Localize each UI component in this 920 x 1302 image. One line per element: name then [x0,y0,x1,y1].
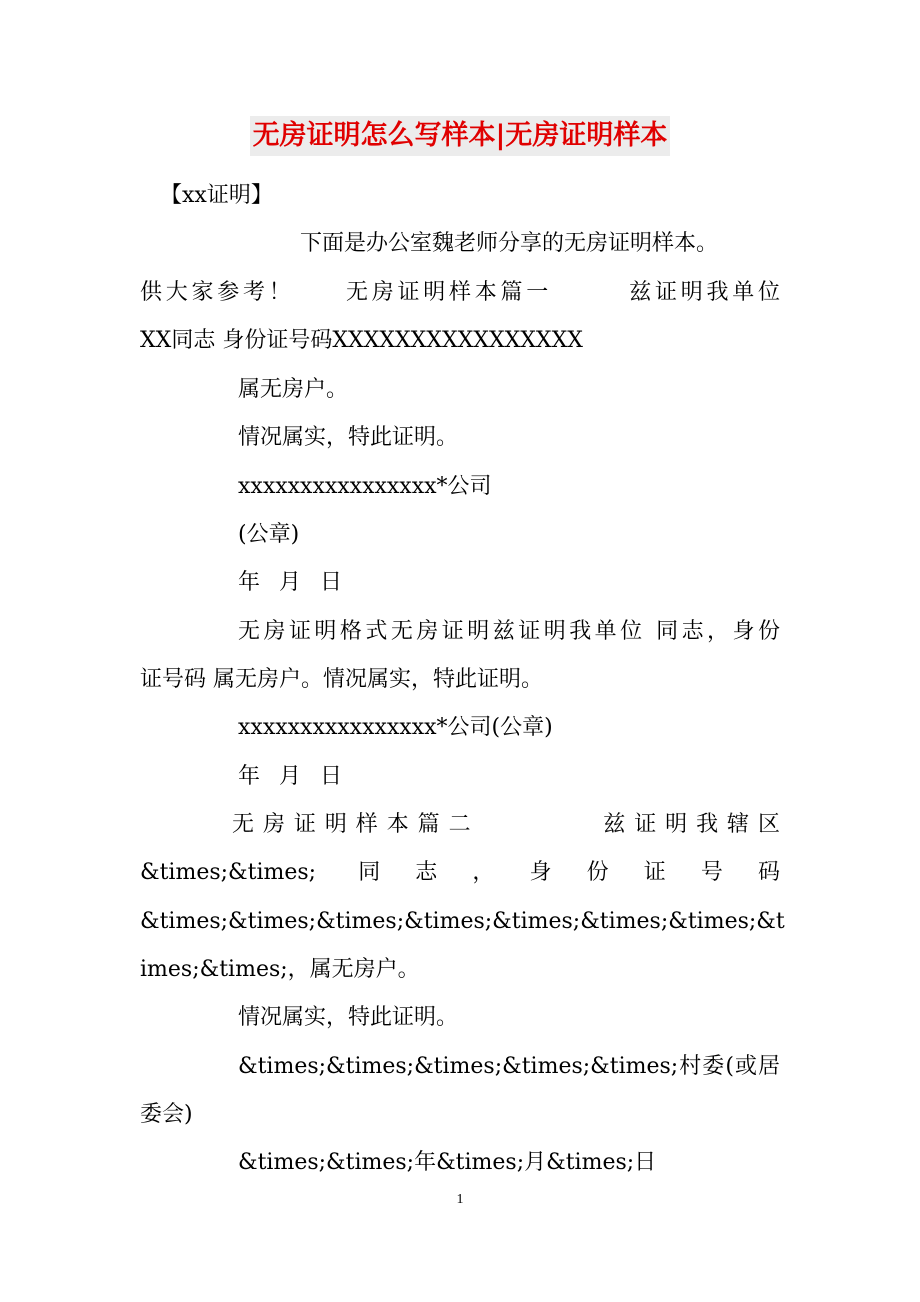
paragraph-line: 无房证明格式无房证明兹证明我单位 同志，身份 [238,619,780,644]
paragraph-line: xxxxxxxxxxxxxxxx*公司(公章) [238,715,553,740]
paragraph-line: xxxxxxxxxxxxxxxx*公司 [238,474,492,499]
paragraph-line: 情况属实，特此证明。 [238,1005,459,1030]
document-title: 无房证明怎么写样本|无房证明样本 [250,116,671,156]
paragraph-line: &times;&times;&times;&times;&times;村委(或居 [238,1054,780,1079]
paragraph-line: 委会) [140,1102,193,1127]
paragraph-line: XX同志 身份证号码XXXXXXXXXXXXXXXX [140,328,583,353]
paragraph-line: 下面是办公室魏老师分享的无房证明样本。 [300,231,719,256]
page-number: 1 [456,1192,464,1207]
paragraph-line: &times;&times; 同志，身份证号码 [140,860,780,885]
paragraph-line: (公章) [238,522,300,547]
date-line: 年 月 日 [238,570,348,595]
date-line: 年 月 日 [238,764,348,789]
paragraph-line: 属无房户。 [238,377,349,402]
paragraph-line: 无房证明样本篇二 兹证明我辖区 [232,812,780,837]
paragraph-line: 证号码 属无房户。情况属实，特此证明。 [140,667,543,692]
paragraph-line: &times;&times;&times;&times;&times;&times;&times;&t [140,909,785,934]
section-tag: 【xx证明】 [160,183,273,208]
paragraph-line: 供大家参考！ 无房证明样本篇一 兹证明我单位 [140,280,780,305]
document-title-wrapper [0,116,920,156]
paragraph-line: imes;&times;，属无房户。 [140,957,420,982]
paragraph-line: 情况属实，特此证明。 [238,425,459,450]
date-line: &times;&times;年&times;月&times;日 [238,1150,657,1175]
